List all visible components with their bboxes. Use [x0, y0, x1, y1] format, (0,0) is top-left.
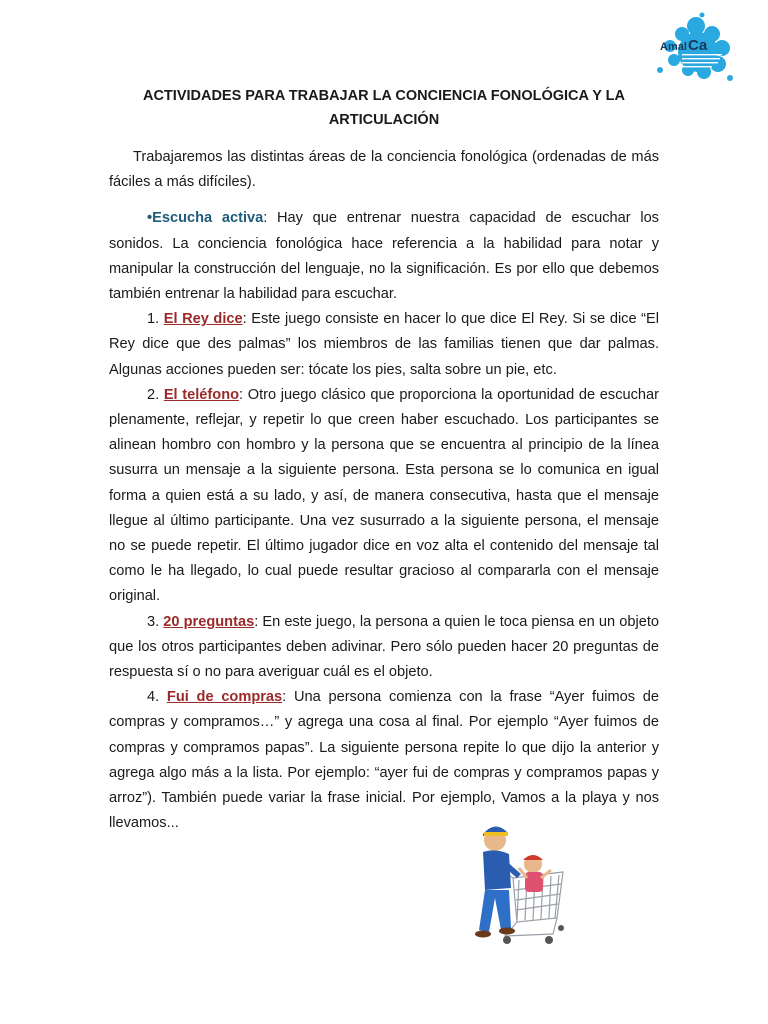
- document-body: [109, 145, 659, 836]
- section-text: Hay que entrenar nuestra capacidad de escuchar los sonidos. La conciencia fonológica hace referencia a la habilidad para notar y manipular la construcción del lenguaje, no la significación. Es por ello que debemos también entrenar la habilidad para escuchar.: [109, 210, 659, 303]
- svg-text:Ca: Ca: [688, 37, 708, 54]
- list-item: [109, 685, 659, 836]
- shopping-cart-illustration: [465, 818, 575, 958]
- item-number: 1.: [147, 311, 160, 328]
- svg-text:Amal: Amal: [660, 41, 687, 53]
- section-separator: :: [263, 210, 268, 227]
- list-item: [109, 610, 659, 686]
- item-text: : Una persona comienza con la frase “Ayer fuimos de compras y compramos…” y agrega una cosa al final. Por ejemplo “Ayer fuimos de compras y compramos papas”. La siguiente persona repite lo que dijo la anterior y agrega algo más a la lista. Por ejemplo: “ayer fui de compras y compramos papas y arroz”). También puede variar la frase inicial. Por ejemplo, Vamos a la playa y nos llevamos...: [109, 689, 659, 832]
- bullet-icon: •: [147, 210, 153, 227]
- amalca-logo: [652, 12, 736, 88]
- item-number: 3.: [147, 613, 160, 630]
- item-text: : En este juego, la persona a quien le toca piensa en un objeto que los otros participantes deben adivinar. Pero sólo pueden hacer 20 preguntas de respuesta sí o no para averiguar cuál es el objeto.: [109, 613, 659, 681]
- intro-paragraph: Trabajaremos las distintas áreas de la conciencia fonológica (ordenadas de más fáciles a más difíciles).: [109, 149, 659, 191]
- item-number: 2.: [147, 386, 160, 403]
- section-term: Escucha activa: [152, 210, 264, 227]
- item-text: : Otro juego clásico que proporciona la oportunidad de escuchar plenamente, reflejar, y repetir lo que creen haber escuchado. Los participantes se alinean hombro con hombro y la persona que se encuentra al principio de la línea susurra un mensaje a la siguiente persona. Esta persona se lo comunica en igual forma a quien está a su lado, y así, de manera consecutiva, hasta que el mensaje llegue al último participante. Una vez susurrado a la siguiente persona, el mensaje no se puede repetir. El último jugador dice en voz alta el contenido del mensaje tal como le ha llegado, lo cual puede resultar gracioso al compararla con el mensaje original.: [109, 386, 659, 605]
- item-term: El Rey dice: [163, 311, 243, 328]
- page-title: ACTIVIDADES PARA TRABAJAR LA CONCIENCIA FONOLÓGICA Y LA ARTICULACIÓN: [142, 88, 625, 128]
- item-term: Fui de compras: [166, 689, 283, 706]
- section-escucha-activa: [109, 206, 659, 307]
- list-item: [109, 383, 659, 610]
- item-term: El teléfono: [163, 386, 240, 403]
- item-term: 20 preguntas: [163, 613, 255, 630]
- item-number: 4.: [147, 689, 160, 706]
- item-text: : Este juego consiste en hacer lo que dice El Rey. Si se dice “El Rey dice que des palmas” los miembros de las familias tienen que dar palmas. Algunas acciones pueden ser: tócate los pies, salta sobre un pie, etc.: [109, 311, 659, 378]
- list-item: [109, 307, 659, 383]
